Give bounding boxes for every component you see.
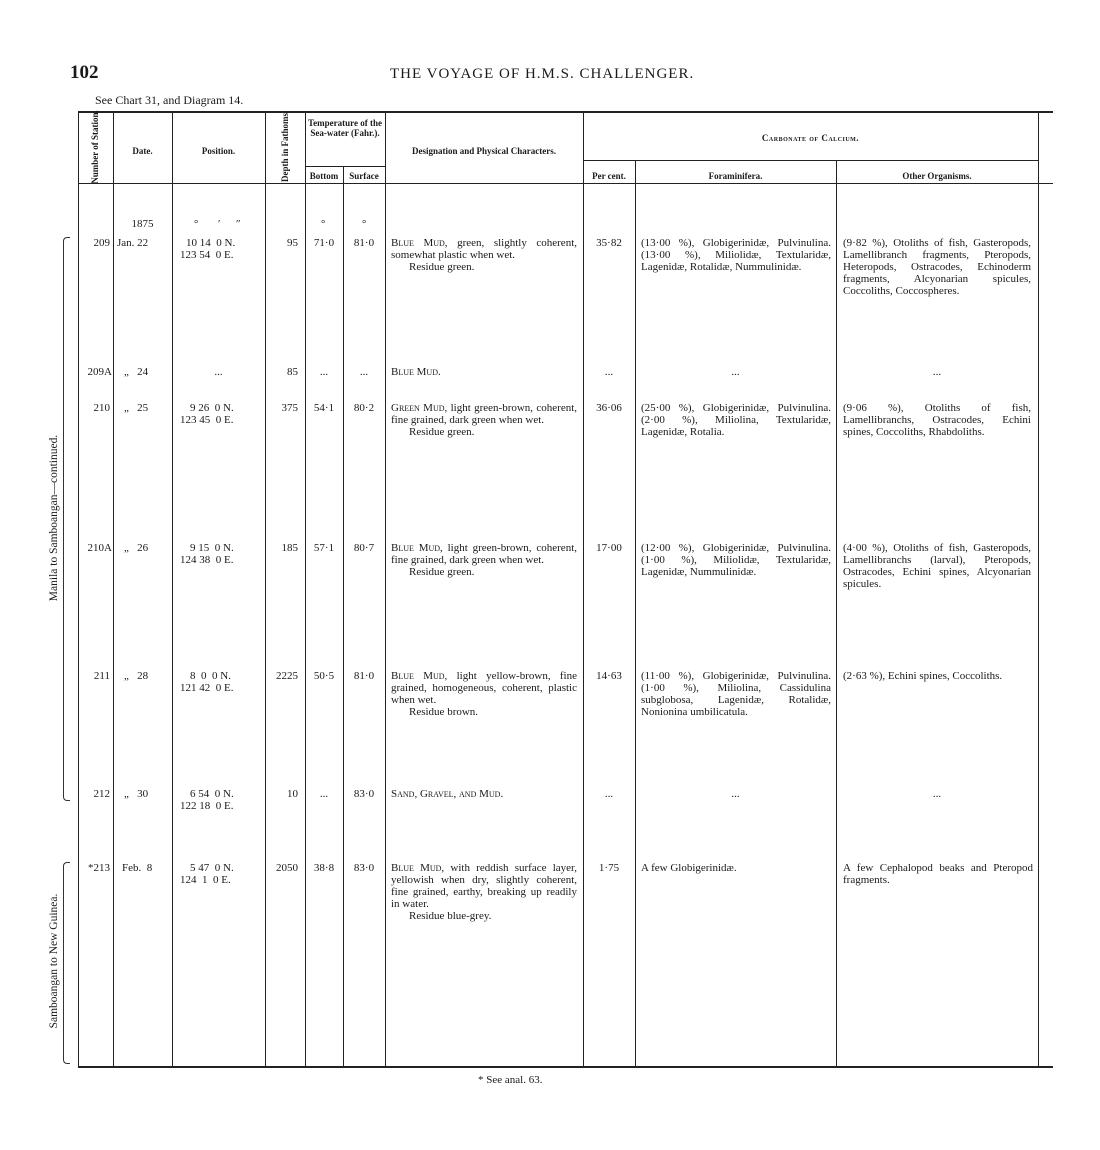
region-brace	[63, 237, 70, 801]
units-deg-surface: °	[362, 218, 367, 230]
depth: 375	[281, 402, 298, 414]
col-rule	[1038, 111, 1039, 1066]
header-depth: Depth in Fathoms.	[280, 110, 290, 182]
position-lon: 123 45 0 E.	[180, 414, 234, 426]
position-lon: 122 18 0 E.	[180, 800, 234, 812]
col-rule	[343, 166, 344, 1066]
col-rule	[385, 111, 386, 1066]
station-number: 212	[93, 788, 110, 800]
region-label-manila: Manila to Samboangan—continued.	[48, 434, 60, 602]
residue: Residue green.	[409, 566, 475, 578]
temp-bottom: 57·1	[313, 542, 335, 554]
position-lon: 124 38 0 E.	[180, 554, 234, 566]
depth: 85	[287, 366, 298, 378]
col-rule	[635, 160, 636, 1066]
designation-text: light yellow-brown, fine grained, homogeneous, coherent, plastic when wet.	[391, 670, 577, 706]
foraminifera: (13·00 %), Globigerinidæ, Pulvinulina. (13·00 %), Miliolidæ, Textularidæ, Lagenidæ, Rotalidæ, Nummulinidæ.	[641, 237, 831, 273]
page-number: 102	[70, 62, 99, 83]
temp-bottom: 54·1	[313, 402, 335, 414]
units-deg: °	[194, 218, 199, 230]
percent: 14·63	[596, 670, 622, 682]
position-lon: 121 42 0 E.	[180, 682, 234, 694]
header-percent: Per cent.	[592, 171, 626, 181]
residue: Residue brown.	[409, 706, 479, 718]
designation	[391, 402, 577, 438]
foraminifera: A few Globigerinidæ.	[641, 862, 737, 874]
col-rule	[305, 111, 306, 1066]
col-rule	[78, 111, 79, 1066]
temp-surface: 80·7	[353, 542, 375, 554]
percent: 17·00	[596, 542, 622, 554]
units-sec: ″	[236, 218, 241, 230]
header-surface: Surface	[349, 171, 379, 181]
date: „ 26	[124, 542, 149, 554]
date: „ 28	[124, 670, 149, 682]
designation-title: Sand, Gravel, and Mud.	[391, 788, 504, 800]
temp-surface: 81·0	[353, 670, 375, 682]
percent: ...	[604, 788, 614, 800]
units-min: ′	[218, 218, 221, 230]
designation	[391, 542, 577, 578]
station-number: 209A	[87, 366, 112, 378]
percent: 1·75	[598, 862, 620, 874]
see-chart-note: See Chart 31, and Diagram 14.	[95, 93, 244, 107]
region-brace	[63, 862, 70, 1064]
year-label: 1875	[131, 218, 154, 230]
temp-sub-rule	[305, 166, 385, 167]
position-lat: 9 26 0 N.	[190, 402, 234, 414]
temp-surface: 83·0	[353, 862, 375, 874]
temp-bottom: ...	[319, 788, 329, 800]
other-organisms: (2·63 %), Echini spines, Coccoliths.	[843, 670, 1003, 682]
other-organisms: (9·82 %), Otoliths of fish, Gasteropods, Lamellibranch fragments, Pteropods, Heteropods, Ostracodes, Echinoderm fragments, Alcyonarian spicules, Coccoliths, Coccospheres.	[843, 237, 1031, 297]
temp-bottom: 50·5	[313, 670, 335, 682]
designation-text: with reddish surface layer, yellowish when dry, slightly coherent, fine grained, earthy, breaking up readily in water.	[391, 862, 577, 910]
foraminifera: (11·00 %), Globigerinidæ, Pulvinulina. (1·00 %), Miliolina, Cassidulina subglobosa, Lagenidæ, Rotalidæ, Nonionina umbilicatula.	[641, 670, 831, 718]
depth: 185	[281, 542, 298, 554]
position-lat: 5 47 0 N.	[190, 862, 234, 874]
footnote: * See anal. 63.	[478, 1074, 543, 1086]
header-bottom: Bottom	[309, 171, 339, 181]
station-number: 209	[93, 237, 110, 249]
station-number: *213	[88, 862, 110, 874]
header-other-organisms: Other Organisms.	[902, 171, 972, 181]
position-lat: 6 54 0 N.	[190, 788, 234, 800]
designation	[391, 670, 577, 718]
carbonate-sub-rule	[583, 160, 1038, 161]
depth: 2225	[276, 670, 298, 682]
header-bottom-rule	[78, 183, 1053, 184]
depth: 95	[287, 237, 298, 249]
col-rule	[583, 111, 584, 1066]
designation-text: light green-brown, coherent, fine grained, dark green when wet.	[391, 542, 577, 566]
table-bottom-rule	[78, 1066, 1053, 1068]
date: „ 30	[124, 788, 149, 800]
designation	[391, 862, 577, 922]
foraminifera: (12·00 %), Globigerinidæ, Pulvinulina. (1·00 %), Miliolidæ, Textularidæ, Lagenidæ, Nummulinidæ.	[641, 542, 831, 578]
col-rule	[172, 111, 173, 1066]
date: Feb. 8	[122, 862, 153, 874]
temp-surface: 81·0	[353, 237, 375, 249]
designation-text: green, slightly coherent, somewhat plastic when wet.	[391, 237, 577, 261]
foraminifera: ...	[731, 366, 740, 378]
foraminifera: ...	[731, 788, 740, 800]
depth: 10	[287, 788, 298, 800]
header-date: Date.	[132, 146, 153, 156]
designation-text: light green-brown, coherent, fine grained, dark green when wet.	[391, 402, 578, 426]
header-foraminifera: Foraminifera.	[708, 171, 763, 181]
position-lat: 9 15 0 N.	[190, 542, 234, 554]
position-lon: 123 54 0 E.	[180, 249, 234, 261]
designation-title: Green Mud,	[391, 402, 448, 414]
other-organisms: (4·00 %), Otoliths of fish, Gasteropods, Lamellibranchs (larval), Pteropods, Ostracodes, Echini spines, Alcyonarian spicules.	[843, 542, 1031, 590]
units-deg-bottom: °	[321, 218, 326, 230]
temp-bottom: ...	[319, 366, 329, 378]
table-top-rule	[78, 111, 1053, 113]
other-organisms: ...	[932, 788, 942, 800]
temp-bottom: 71·0	[313, 237, 335, 249]
station-number: 210A	[87, 542, 112, 554]
foraminifera: (25·00 %), Globigerinidæ, Pulvinulina. (2·00 %), Miliolina, Textularidæ, Lagenidæ, Rotalia.	[641, 402, 831, 438]
date: Jan. 22	[117, 237, 149, 249]
percent: 36·06	[596, 402, 622, 414]
position-lat: 10 14 0 N.	[186, 237, 236, 249]
header-temperature: Temperature of the Sea-water (Fahr.).	[308, 118, 382, 138]
percent: ...	[604, 366, 614, 378]
header-designation: Designation and Physical Characters.	[412, 146, 556, 156]
col-rule	[836, 160, 837, 1066]
residue: Residue blue-grey.	[409, 910, 492, 922]
designation-title: Blue Mud,	[391, 542, 443, 554]
designation-title: Blue Mud.	[391, 366, 441, 378]
position-lat: 8 0 0 N.	[190, 670, 231, 682]
header-station: Number of Station.	[90, 110, 100, 184]
col-rule	[113, 111, 114, 1066]
temp-surface: 80·2	[353, 402, 375, 414]
other-organisms: (9·06 %), Otoliths of fish, Lamellibranchs, Ostracodes, Echini spines, Coccoliths, Rhabdoliths.	[843, 402, 1031, 438]
station-number: 211	[93, 670, 110, 682]
residue: Residue green.	[409, 426, 475, 438]
temp-surface: ...	[359, 366, 369, 378]
designation-title: Blue Mud,	[391, 237, 448, 249]
col-rule	[265, 111, 266, 1066]
region-label-samboangan: Samboangan to New Guinea.	[48, 893, 60, 1029]
residue: Residue green.	[409, 261, 475, 273]
percent: 35·82	[596, 237, 622, 249]
date: „ 24	[124, 366, 149, 378]
designation-title: Blue Mud,	[391, 862, 445, 874]
date: „ 25	[124, 402, 149, 414]
station-number: 210	[93, 402, 110, 414]
temp-surface: 83·0	[353, 788, 375, 800]
header-position: Position.	[201, 146, 236, 156]
depth: 2050	[276, 862, 298, 874]
temp-bottom: 38·8	[313, 862, 335, 874]
position-lat: ...	[214, 366, 223, 378]
designation-title: Blue Mud,	[391, 670, 448, 682]
other-organisms: ...	[932, 366, 942, 378]
other-organisms: A few Cephalopod beaks and Pteropod fragments.	[843, 862, 1033, 886]
position-lon: 124 1 0 E.	[180, 874, 231, 886]
running-head: THE VOYAGE OF H.M.S. CHALLENGER.	[390, 66, 695, 82]
designation	[391, 237, 577, 273]
header-carbonate: Carbonate of Calcium.	[761, 133, 860, 143]
